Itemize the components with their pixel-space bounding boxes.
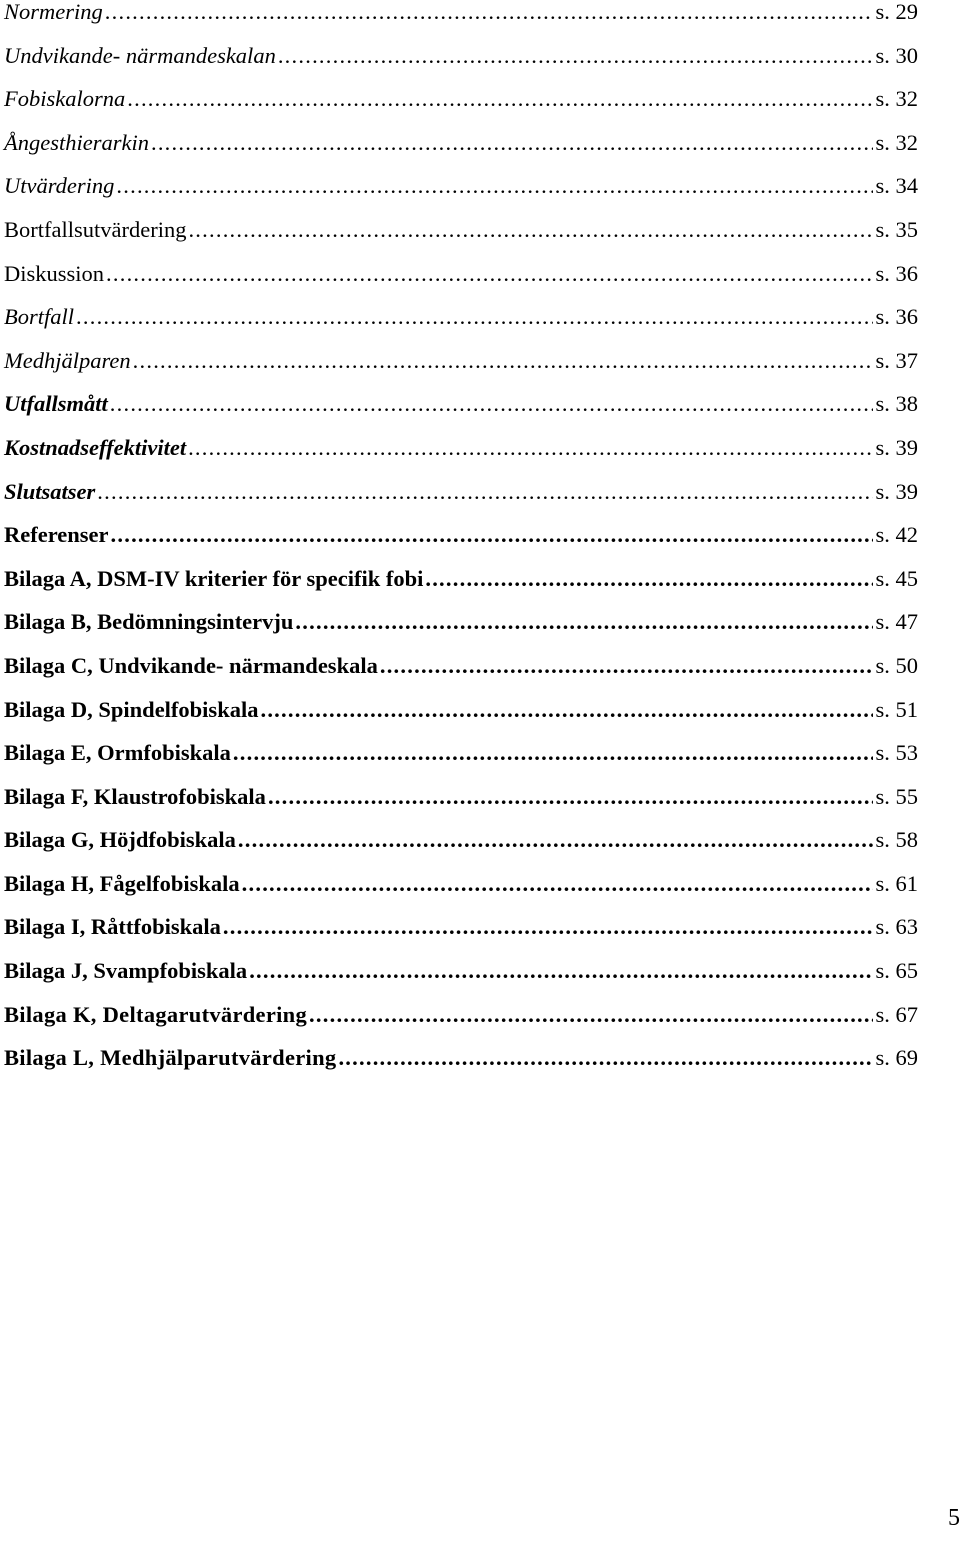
toc-entry-title: Bortfall: [4, 304, 75, 330]
toc-dot-leader: [425, 557, 873, 601]
toc-entry-title: Utvärdering: [4, 173, 115, 199]
toc-entry[interactable]: [4, 993, 918, 1037]
toc-entry-title: Bilaga A, DSM-IV kriterier för specifik fobi: [4, 565, 424, 591]
toc-entry-page: s. 61: [875, 870, 918, 896]
toc-dot-leader: [127, 77, 873, 121]
toc-entry-page: s. 63: [875, 914, 918, 940]
toc-entry[interactable]: [4, 731, 918, 775]
toc-entry-title: Fobiskalorna: [4, 86, 126, 112]
toc-entry-page: s. 30: [875, 42, 918, 68]
toc-entry-title: Bilaga F, Klaustrofobiskala: [4, 783, 266, 809]
toc-entry-page: s. 39: [875, 478, 918, 504]
toc-entry[interactable]: [4, 77, 918, 121]
toc-entry[interactable]: [4, 470, 918, 514]
toc-dot-leader: [233, 731, 874, 775]
toc-dot-leader: [268, 775, 874, 819]
toc-dot-leader: [338, 1036, 873, 1080]
toc-dot-leader: [223, 905, 874, 949]
toc-entry-page: s. 51: [875, 696, 918, 722]
toc-dot-leader: [380, 644, 874, 688]
toc-dot-leader: [105, 0, 874, 34]
toc-entry[interactable]: [4, 295, 918, 339]
toc-dot-leader: [188, 426, 873, 470]
toc-entry-page: s. 32: [875, 86, 918, 112]
toc-entry-title: Bilaga D, Spindelfobiskala: [4, 696, 259, 722]
toc-entry-page: s. 55: [875, 783, 918, 809]
toc-entry-title: Bortfallsutvärdering: [4, 216, 187, 242]
toc-entry[interactable]: [4, 121, 918, 165]
toc-entry[interactable]: [4, 862, 918, 906]
toc-entry-page: s. 50: [875, 652, 918, 678]
toc-entry-page: s. 65: [875, 958, 918, 984]
toc-dot-leader: [249, 949, 873, 993]
toc-entry[interactable]: [4, 600, 918, 644]
toc-entry-page: s. 69: [875, 1045, 918, 1071]
page-number: 5: [948, 1505, 960, 1531]
toc-entry-page: s. 58: [875, 827, 918, 853]
toc-entry-page: s. 32: [875, 129, 918, 155]
toc-entry[interactable]: [4, 426, 918, 470]
toc-entry[interactable]: [4, 34, 918, 78]
toc-dot-leader: [242, 862, 874, 906]
toc-entry-title: Referenser: [4, 522, 109, 548]
toc-entry[interactable]: [4, 1036, 918, 1080]
toc-entry-page: s. 35: [875, 216, 918, 242]
toc-entry-title: Diskussion: [4, 260, 105, 286]
toc-entry-title: Kostnadseffektivitet: [4, 434, 187, 460]
toc-dot-leader: [278, 34, 874, 78]
toc-entry-page: s. 45: [875, 565, 918, 591]
toc-entry-title: Bilaga C, Undvikande- närmandeskala: [4, 652, 378, 678]
toc-entry-title: Slutsatser: [4, 478, 96, 504]
toc-entry-title: Ångesthierarkin: [4, 129, 149, 155]
toc-entry-page: s. 34: [875, 173, 918, 199]
toc-entry[interactable]: [4, 382, 918, 426]
toc-entry-title: Bilaga E, Ormfobiskala: [4, 740, 231, 766]
toc-entry[interactable]: [4, 644, 918, 688]
toc-entry-title: Medhjälparen: [4, 347, 131, 373]
toc-dot-leader: [106, 252, 873, 296]
toc-entry[interactable]: [4, 905, 918, 949]
toc-entry-page: s. 36: [875, 304, 918, 330]
toc-dot-leader: [97, 470, 873, 514]
toc-entry-title: Normering: [4, 0, 103, 24]
toc-dot-leader: [151, 121, 874, 165]
toc-entry[interactable]: [4, 208, 918, 252]
toc-entry-title: Utfallsmått: [4, 391, 108, 417]
table-of-contents: [4, 0, 918, 1080]
toc-dot-leader: [260, 688, 873, 732]
toc-entry-page: s. 53: [875, 740, 918, 766]
toc-dot-leader: [295, 600, 873, 644]
toc-entry[interactable]: [4, 252, 918, 296]
toc-entry-page: s. 39: [875, 434, 918, 460]
toc-dot-leader: [111, 513, 874, 557]
toc-entry-title: Bilaga L, Medhjälparutvärdering: [4, 1045, 337, 1071]
toc-dot-leader: [110, 382, 874, 426]
toc-entry-title: Bilaga K, Deltagarutvärdering: [4, 1001, 308, 1027]
toc-entry-page: s. 36: [875, 260, 918, 286]
toc-entry[interactable]: [4, 0, 918, 34]
toc-entry[interactable]: [4, 339, 918, 383]
toc-dot-leader: [238, 818, 874, 862]
toc-entry-page: s. 67: [875, 1001, 918, 1027]
toc-entry-page: s. 42: [875, 522, 918, 548]
toc-entry-page: s. 29: [875, 0, 918, 24]
toc-entry-title: Bilaga H, Fågelfobiskala: [4, 870, 240, 896]
toc-dot-leader: [188, 208, 873, 252]
toc-entry-title: Bilaga B, Bedömningsintervju: [4, 609, 294, 635]
toc-entry-page: s. 47: [875, 609, 918, 635]
toc-entry[interactable]: [4, 818, 918, 862]
toc-entry[interactable]: [4, 775, 918, 819]
toc-entry[interactable]: [4, 513, 918, 557]
toc-entry-title: Bilaga J, Svampfobiskala: [4, 958, 248, 984]
toc-entry[interactable]: [4, 557, 918, 601]
toc-entry-title: Bilaga G, Höjdfobiskala: [4, 827, 236, 853]
toc-entry[interactable]: [4, 949, 918, 993]
toc-entry[interactable]: [4, 688, 918, 732]
toc-dot-leader: [76, 295, 873, 339]
toc-dot-leader: [309, 993, 873, 1037]
toc-entry-page: s. 37: [875, 347, 918, 373]
toc-entry-title: Undvikande- närmandeskalan: [4, 42, 276, 68]
toc-entry-title: Bilaga I, Råttfobiskala: [4, 914, 221, 940]
toc-dot-leader: [116, 164, 873, 208]
toc-entry[interactable]: [4, 164, 918, 208]
toc-dot-leader: [133, 339, 874, 383]
toc-entry-page: s. 38: [875, 391, 918, 417]
